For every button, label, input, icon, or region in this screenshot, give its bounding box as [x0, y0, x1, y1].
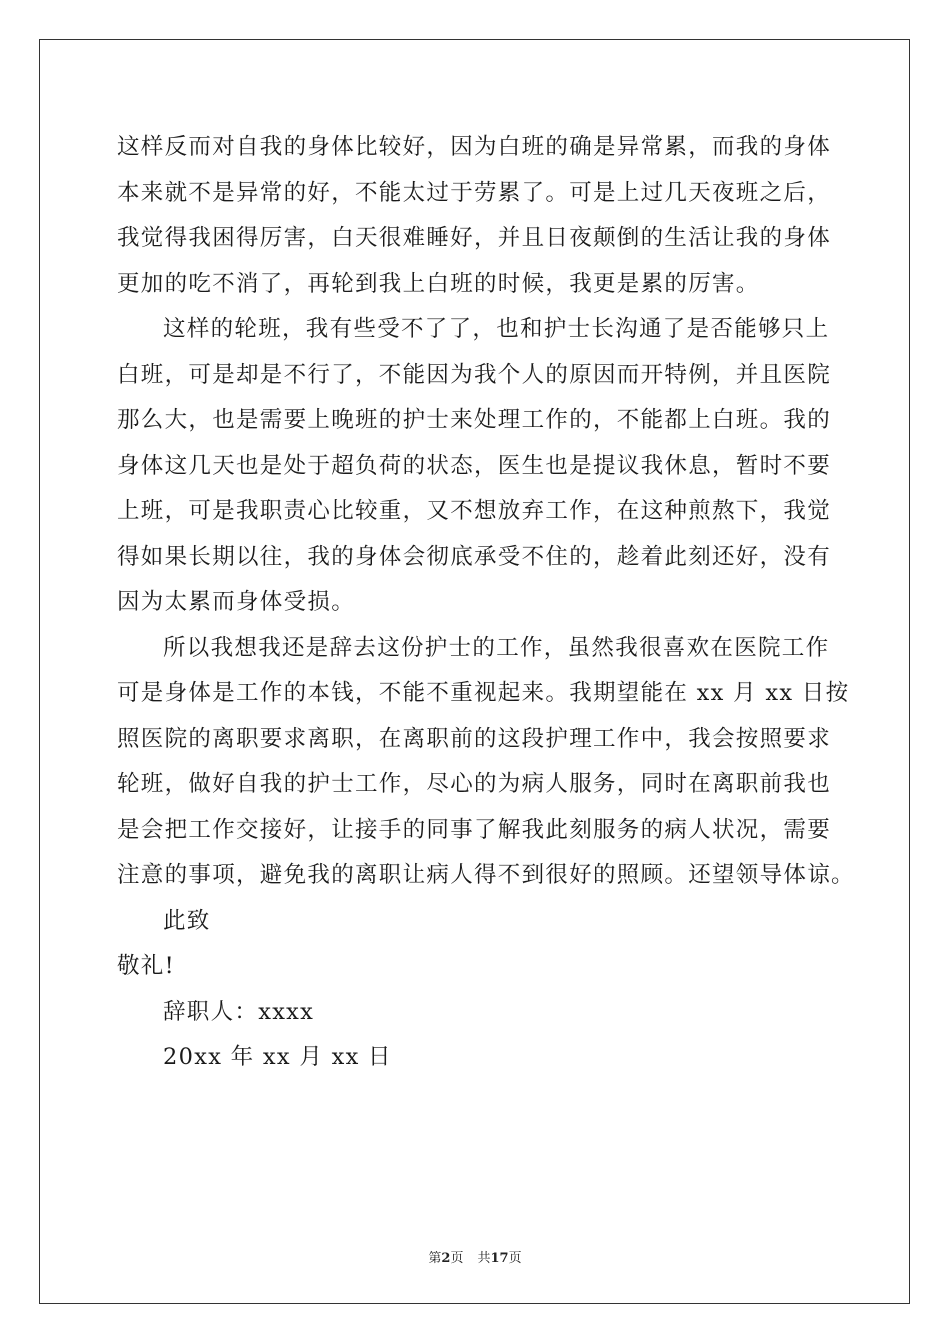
text-line: 本来就不是异常的好，不能太过于劳累了。可是上过几天夜班之后，: [117, 179, 832, 206]
text-line: 得如果长期以往，我的身体会彻底承受不住的，趁着此刻还好，没有: [117, 543, 832, 570]
text-line: 白班，可是却是不行了，不能因为我个人的原因而开特例，并且医院: [117, 361, 832, 388]
text-line: 因为太累而身体受损。: [117, 589, 356, 615]
total-prefix: 共: [477, 1251, 491, 1266]
text-line: 照医院的离职要求离职，在离职前的这段护理工作中，我会按照要求: [117, 725, 832, 752]
text-line: 那么大，也是需要上晚班的护士来处理工作的，不能都上白班。我的: [117, 407, 832, 433]
closing-salutation: 此致: [163, 907, 211, 934]
text-line: 是会把工作交接好，让接手的同事了解我此刻服务的病人状况，需要: [117, 816, 832, 843]
date-line: 20xx 年 xx 月 xx 日: [163, 1044, 392, 1070]
text-line: 这样的轮班，我有些受不了了，也和护士长沟通了是否能够只上: [163, 316, 830, 342]
document-body: [117, 125, 855, 1081]
text-line: 可是身体是工作的本钱，不能不重视起来。我期望能在 xx 月 xx 日按: [117, 680, 850, 706]
closing-regards: 敬礼!: [117, 953, 175, 979]
page-suffix: 页: [450, 1251, 464, 1266]
signature-line: 辞职人：xxxx: [163, 998, 315, 1025]
text-line: 轮班，做好自我的护士工作，尽心的为病人服务，同时在离职前我也: [117, 771, 832, 797]
total-pages: 17: [490, 1251, 509, 1266]
page-number: 2: [441, 1251, 451, 1266]
text-line: 我觉得我困得厉害，白天很难睡好，并且日夜颠倒的生活让我的身体: [117, 225, 832, 251]
text-line: 注意的事项，避免我的离职让病人得不到很好的照顾。还望领导体谅。: [117, 862, 855, 888]
text-line: 更加的吃不消了，再轮到我上白班的时候，我更是累的厉害。: [117, 270, 760, 297]
page-prefix: 第: [428, 1251, 442, 1266]
text-line: 这样反而对自我的身体比较好，因为白班的确是异常累，而我的身体: [117, 134, 832, 160]
text-line: 身体这几天也是处于超负荷的状态，医生也是提议我休息，暂时不要: [117, 452, 832, 479]
page-footer: [0, 1247, 950, 1266]
text-line: 所以我想我还是辞去这份护士的工作，虽然我很喜欢在医院工作: [163, 634, 830, 661]
total-suffix: 页: [508, 1251, 522, 1266]
text-line: 上班，可是我职责心比较重，又不想放弃工作，在这种煎熬下，我觉: [117, 498, 832, 524]
